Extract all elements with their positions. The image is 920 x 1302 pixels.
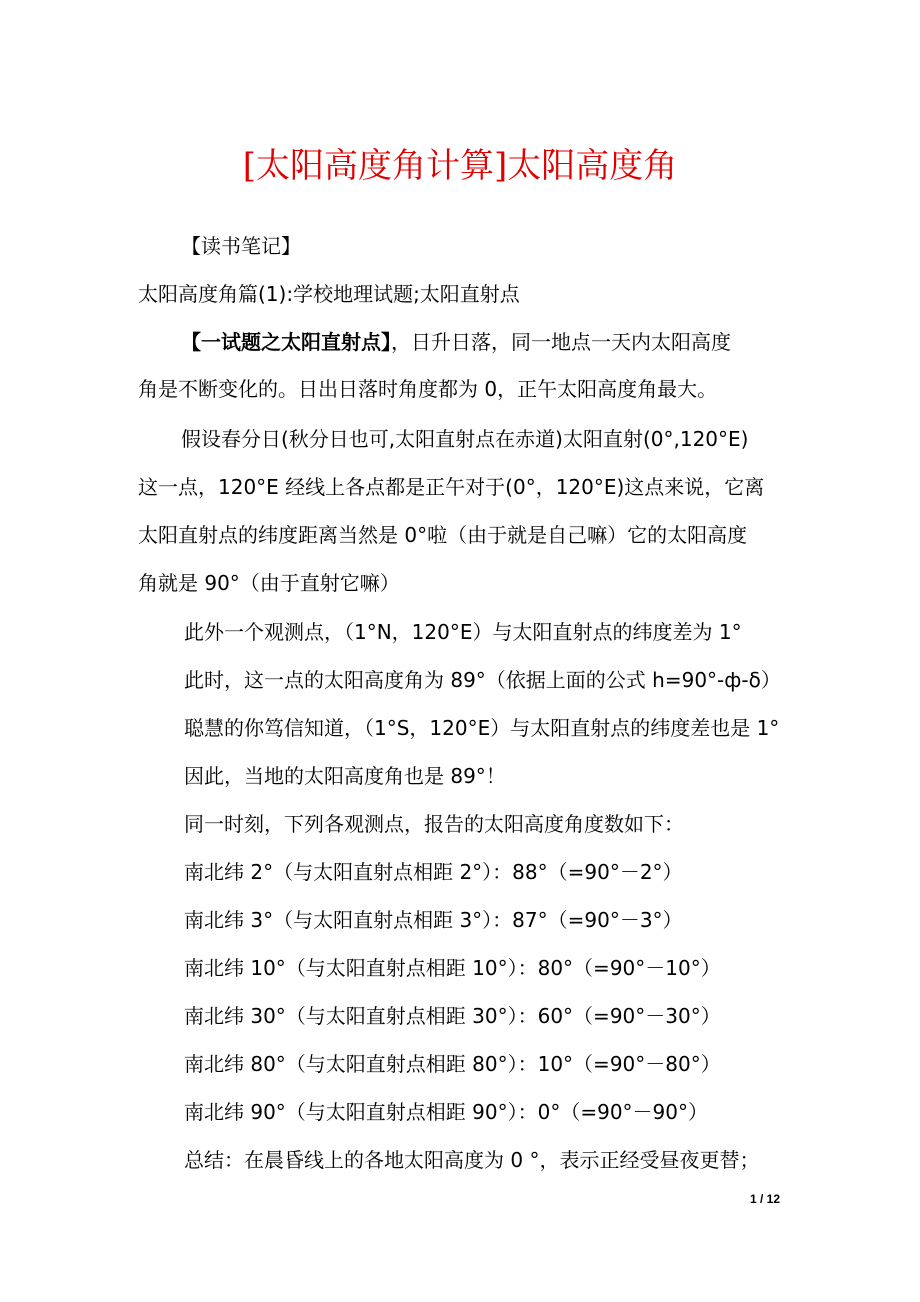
paragraph-text: ，日升日落，同一地点一天内太阳高度 [391, 330, 731, 354]
paragraph-line: 这一点，120°E 经线上各点都是正午对于(0°，120°E)这点来说，它离 [138, 475, 765, 499]
text-line: 聪慧的你笃信知道，（1°S，120°E）与太阳直射点的纬度差也是 1° [184, 716, 780, 740]
text-line: 因此，当地的太阳高度角也是 89°！ [184, 764, 506, 788]
paragraph-line: 角就是 90°（由于直射它嘛） [138, 571, 400, 595]
page-title: [太阳高度角计算]太阳高度角 [242, 146, 678, 186]
text-line: 此时，这一点的太阳高度角为 89°（依据上面的公式 h=90°-ф-δ） [184, 668, 781, 692]
paragraph-line: 假设春分日(秋分日也可,太阳直射点在赤道)太阳直射(0°,120°E) [181, 427, 749, 451]
bold-lead: 【一试题之太阳直射点】 [181, 330, 391, 354]
text-line: 此外一个观测点，（1°N，120°E）与太阳直射点的纬度差为 1° [184, 620, 742, 644]
heading-note: 【读书笔记】 [181, 234, 301, 258]
text-line: 总结：在晨昏线上的各地太阳高度为 0 °，表示正经受昼夜更替； [184, 1148, 760, 1172]
text-line: 同一时刻，下列各观测点，报告的太阳高度角度数如下： [184, 812, 684, 836]
text-line: 南北纬 90°（与太阳直射点相距 90°）：0°（=90°－90°） [184, 1100, 708, 1124]
text-line: 南北纬 10°（与太阳直射点相距 10°）：80°（=90°－10°） [184, 956, 721, 980]
section-title: 太阳高度角篇(1):学校地理试题;太阳直射点 [138, 282, 520, 306]
text-line: 南北纬 30°（与太阳直射点相距 30°）：60°（=90°－30°） [184, 1004, 721, 1028]
paragraph-line: 角是不断变化的。日出日落时角度都为 0，正午太阳高度角最大。 [138, 377, 718, 401]
text-line: 南北纬 80°（与太阳直射点相距 80°）：10°（=90°－80°） [184, 1052, 721, 1076]
page-number: 1 / 12 [749, 1192, 780, 1206]
paragraph-line [181, 327, 731, 357]
text-line: 南北纬 3°（与太阳直射点相距 3°）：87°（=90°－3°） [184, 908, 683, 932]
text-line: 南北纬 2°（与太阳直射点相距 2°）：88°（=90°－2°） [184, 860, 683, 884]
paragraph-line: 太阳直射点的纬度距离当然是 0°啦（由于就是自己嘛）它的太阳高度 [138, 523, 748, 547]
